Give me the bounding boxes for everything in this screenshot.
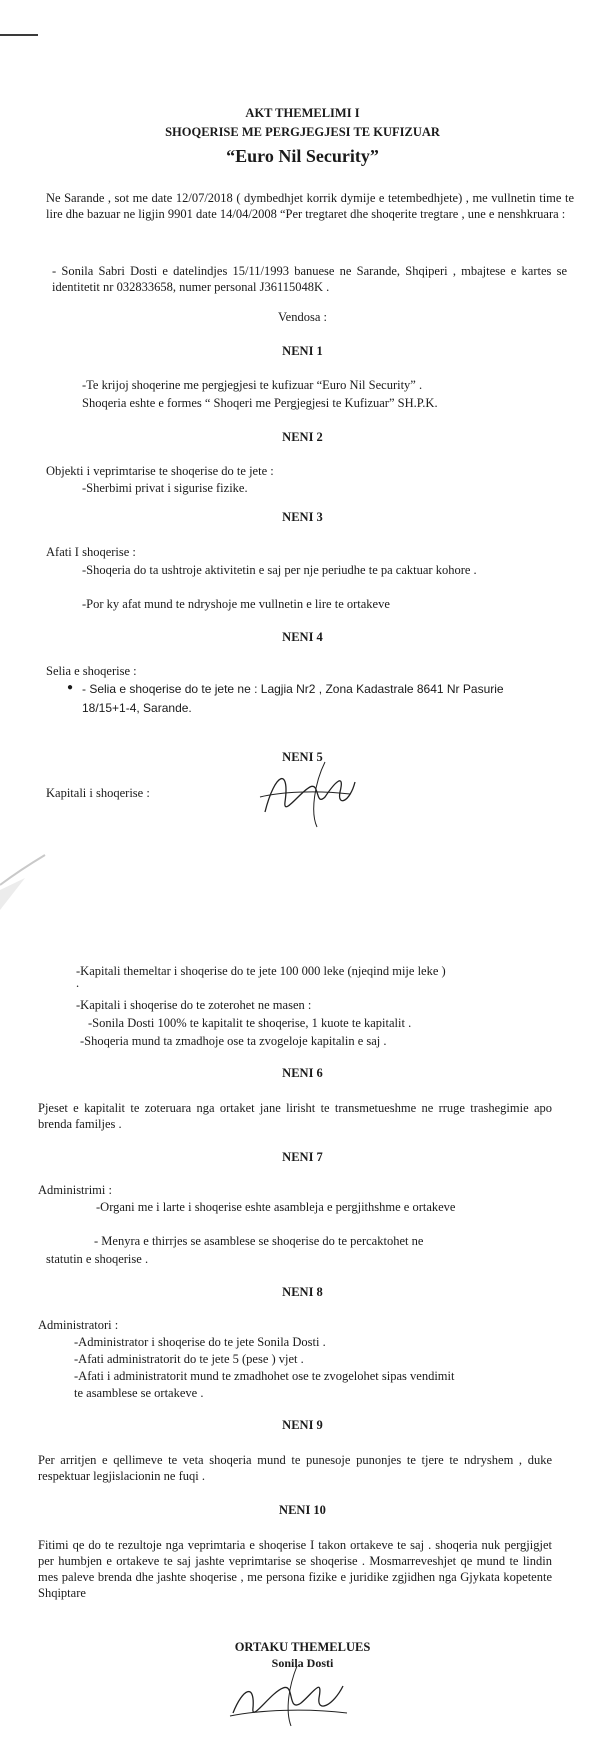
- neni-8-line-5: te asamblese se ortakeve .: [74, 1386, 204, 1400]
- founder-identification: - Sonila Sabri Dosti e datelindjes 15/11/1993 banuese ne Sarande, Shqiperi , mbajtese e kartes se identitetit nr 032833658, numer personal J36115048K .: [52, 264, 567, 294]
- neni-10-text: Fitimi qe do te rezultoje nga veprimtaria e shoqerise I takon ortakeve te saj . shoqeria nuk pergjigjet per humbjen e ortakeve te saj jashte veprimtarise se shoqerise . Mosmarreveshjet qe mund te lindin mes paleve brenda dhe jashte shoqerise , me persona fizike e juridike zgjidhen nga Gjykata kopetente Shqiptare: [38, 1538, 552, 1600]
- neni-1-line-1: -Te krijoj shoqerine me pergjegjesi te kufizuar “Euro Nil Security” .: [82, 378, 423, 392]
- neni-8-heading: NENI 8: [282, 1285, 323, 1299]
- bullet-icon: ●: [67, 682, 74, 693]
- neni-5-line-3: -Kapitali i shoqerise do te zoterohet ne masen :: [76, 998, 312, 1012]
- page-fold-artifact: [0, 850, 60, 930]
- neni-8-line-4: -Afati i administratorit mund te zmadhohet ose te zvogelohet sipas vendimit: [74, 1369, 455, 1383]
- neni-5-line-1: Kapitali i shoqerise :: [46, 786, 150, 800]
- founder-title: ORTAKU THEMELUES: [234, 1640, 371, 1654]
- neni-5-line-2-dot: .: [76, 976, 80, 990]
- neni-5-line-4: -Sonila Dosti 100% te kapitalit te shoqerise, 1 kuote te kapitalit .: [88, 1016, 412, 1030]
- neni-2-line-1: Objekti i veprimtarise te shoqerise do te jete :: [46, 464, 274, 478]
- neni-10-heading: NENI 10: [279, 1503, 326, 1517]
- neni-6-text: Pjeset e kapitalit te zoteruara nga ortaket jane lirisht te transmetueshme ne rruge trashegimie apo brenda familjes .: [38, 1101, 552, 1131]
- neni-1-heading: NENI 1: [282, 344, 323, 358]
- neni-1-line-2: Shoqeria eshte e formes “ Shoqeri me Pergjegjesi te Kufizuar” SH.P.K.: [82, 396, 438, 410]
- signature-mark: [255, 752, 365, 832]
- neni-3-line-1: Afati I shoqerise :: [46, 545, 136, 559]
- neni-4-heading: NENI 4: [282, 630, 323, 644]
- intro-paragraph: Ne Sarande , sot me date 12/07/2018 ( dymbedhjet korrik dymije e tetembedhjete) , me vullnetin time te lire dhe bazuar ne ligjin 9901 date 14/04/2008 “Per tregtaret dhe shoqerite tregtare , une e nenshkruara :: [46, 191, 574, 221]
- scan-artifact-line: [0, 34, 38, 36]
- neni-3-line-2: -Shoqeria do ta ushtroje aktivitetin e saj per nje periudhe te pa caktuar kohore .: [82, 563, 477, 577]
- neni-2-heading: NENI 2: [282, 430, 323, 444]
- neni-9-heading: NENI 9: [282, 1418, 323, 1432]
- neni-7-line-1: Administrimi :: [38, 1183, 112, 1197]
- neni-3-line-3: -Por ky afat mund te ndryshoje me vullnetin e lire te ortakeve: [82, 597, 390, 611]
- company-name-title: “Euro Nil Security”: [226, 146, 379, 166]
- neni-5-line-2: -Kapitali themeltar i shoqerise do te jete 100 000 leke (njeqind mije leke ): [76, 964, 446, 978]
- decided-label: Vendosa :: [278, 310, 327, 324]
- neni-6-heading: NENI 6: [282, 1066, 323, 1080]
- neni-7-line-3: - Menyra e thirrjes se asamblese se shoqerise do te percaktohet ne: [94, 1234, 424, 1248]
- neni-9-text: Per arritjen e qellimeve te veta shoqeria mund te punesoje punonjes te tjere te ndryshem , duke respektuar legjislacionin ne fuqi .: [38, 1453, 552, 1483]
- neni-7-line-2: -Organi me i larte i shoqerise eshte asambleja e pergjithshme e ortakeve: [96, 1200, 456, 1214]
- neni-7-line-4: statutin e shoqerise .: [46, 1252, 149, 1266]
- neni-8-line-3: -Afati administratorit do te jete 5 (pese ) vjet .: [74, 1352, 304, 1366]
- title-line-1: AKT THEMELIMI I: [245, 106, 360, 120]
- founder-name: Sonila Dosti: [271, 1656, 334, 1670]
- neni-8-line-2: -Administrator i shoqerise do te jete Sonila Dosti .: [74, 1335, 326, 1349]
- neni-5-line-5: -Shoqeria mund ta zmadhoje ose ta zvogeloje kapitalin e saj .: [80, 1034, 387, 1048]
- neni-7-heading: NENI 7: [282, 1150, 323, 1164]
- title-line-2: SHOQERISE ME PERGJEGJESI TE KUFIZUAR: [165, 125, 440, 139]
- neni-4-line-1: Selia e shoqerise :: [46, 664, 137, 678]
- neni-4-bullet: - Selia e shoqerise do te jete ne : Lagjia Nr2 , Zona Kadastrale 8641 Nr Pasurie 18/15+1-4, Sarande.: [82, 682, 504, 715]
- neni-2-line-2: -Sherbimi privat i sigurise fizike.: [82, 481, 248, 495]
- neni-5-heading: NENI 5: [282, 750, 323, 764]
- neni-8-line-1: Administratori :: [38, 1318, 119, 1332]
- neni-3-heading: NENI 3: [282, 510, 323, 524]
- footer-signature-mark: [225, 1658, 355, 1730]
